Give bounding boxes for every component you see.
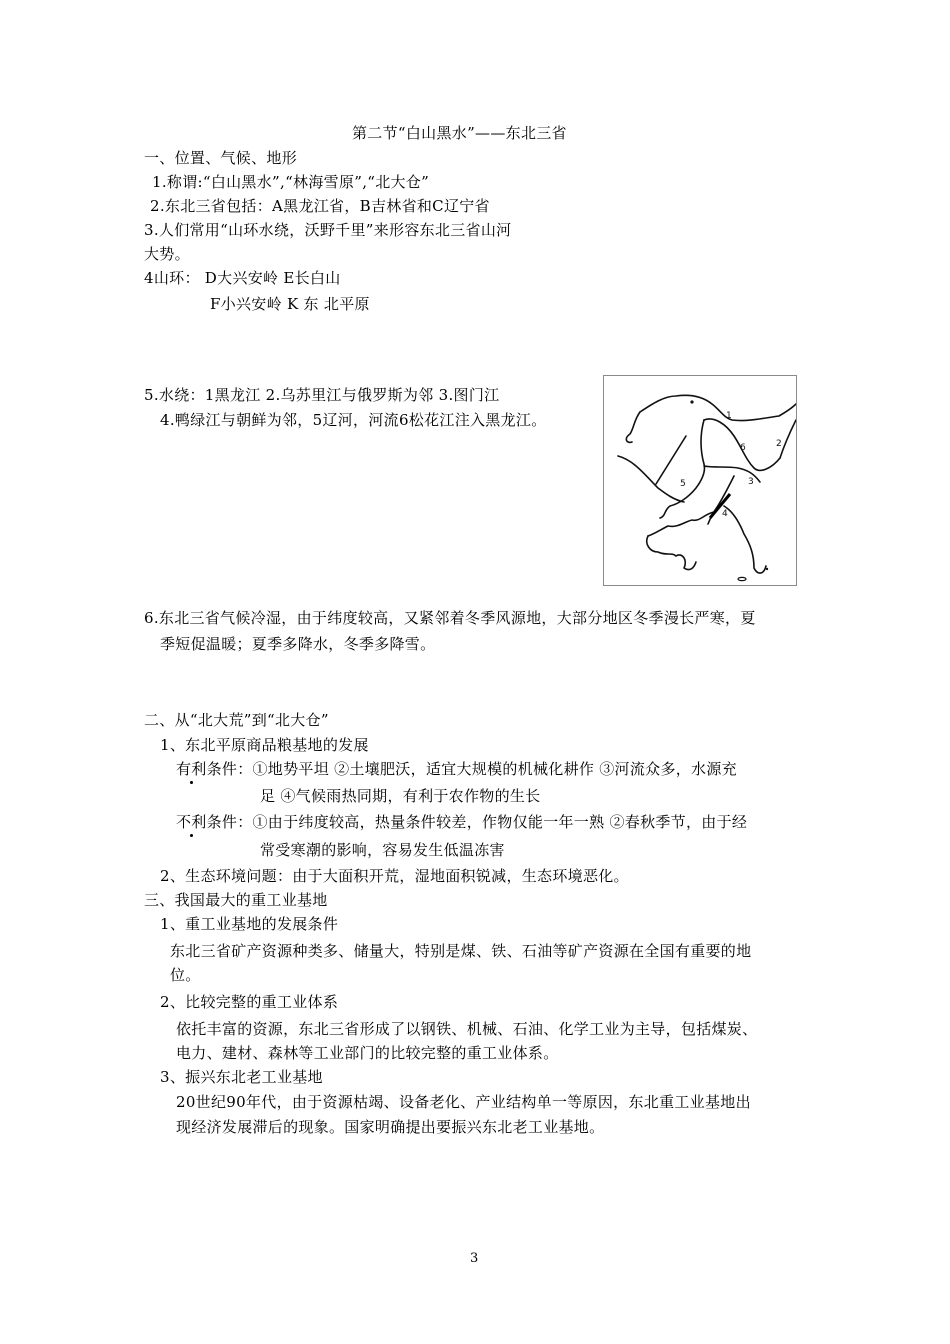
s1-line-4: 4山环： D大兴安岭 E长白山	[144, 269, 341, 287]
s1-line-3-cont: 大势。	[144, 245, 190, 263]
river-path	[660, 420, 705, 518]
map-label-2: 2	[776, 439, 782, 449]
rivers-map	[603, 375, 797, 586]
unfavorable-conditions-cont: 常受寒潮的影响，容易发生低温冻害	[260, 841, 505, 859]
map-label-6: 6	[740, 443, 746, 453]
s2-subheading-2: 2、生态环境问题：由于大面积开荒，湿地面积锐减，生态环境恶化。	[160, 867, 629, 885]
coast-path	[647, 536, 696, 570]
s3-subheading-3: 3、振兴东北老工业基地	[160, 1068, 323, 1086]
s3-paragraph-1: 东北三省矿产资源种类多、储量大，特别是煤、铁、石油等矿产资源在全国有重要的地	[170, 942, 752, 960]
s2-subheading-1: 1、东北平原商品粮基地的发展	[160, 736, 369, 754]
s1-line-5: 5.水绕：1黑龙江 2.乌苏里江与俄罗斯为邻 3.图门江	[144, 386, 500, 404]
s1-line-6-cont: 季短促温暖；夏季多降水，冬季多降雪。	[160, 635, 436, 653]
dot-marker	[690, 400, 693, 403]
dot-marker	[766, 568, 768, 570]
s3-paragraph-3: 20世纪90年代，由于资源枯竭、设备老化、产业结构单一等原因，东北重工业基地出	[176, 1093, 751, 1111]
s1-line-2: 2.东北三省包括：A黑龙江省，B吉林省和C辽宁省	[150, 197, 490, 215]
s1-line-6: 6.东北三省气候冷湿，由于纬度较高，又紧邻着冬季风源地，大部分地区冬季漫长严寒，夏	[144, 609, 756, 627]
s1-line-3: 3.人们常用“山环水绕，沃野千里”来形容东北三省山河	[144, 221, 512, 239]
s1-line-5-cont: 4.鸭绿江与朝鲜为邻，5辽河，河流6松花江注入黑龙江。	[160, 411, 547, 429]
map-label-4: 4	[722, 509, 728, 519]
section-3-heading: 三、我国最大的重工业基地	[144, 891, 328, 909]
rivers-map-figure	[604, 376, 796, 585]
favorable-conditions	[176, 759, 737, 779]
river-path	[626, 412, 640, 442]
s3-paragraph-2: 依托丰富的资源，东北三省形成了以钢铁、机械、石油、化学工业为主导，包括煤炭、	[176, 1020, 758, 1038]
s1-line-1: 1.称谓:“白山黑水”,“林海雪原”,“北大仓”	[152, 173, 430, 191]
favorable-label: 有利	[176, 760, 207, 778]
map-label-1: 1	[726, 411, 732, 421]
river-path	[780, 420, 796, 458]
unfavorable-label: 不利	[176, 813, 207, 831]
section-1-heading: 一、位置、气候、地形	[144, 149, 298, 167]
s3-subheading-1: 1、重工业基地的发展条件	[160, 915, 339, 933]
section-2-heading: 二、从“北大荒”到“北大仓”	[144, 711, 329, 729]
s3-paragraph-2-cont: 电力、建材、森林等工业部门的比较完整的重工业体系。	[176, 1044, 559, 1062]
s1-line-4-cont: F小兴安岭 K 东 北平原	[210, 295, 370, 313]
favorable-conditions-cont: 足 ④气候雨热同期，有利于农作物的生长	[260, 787, 541, 805]
river-path	[618, 456, 684, 502]
map-label-5: 5	[680, 479, 686, 489]
map-label-3: 3	[748, 477, 754, 487]
river-path	[640, 395, 796, 420]
unfavorable-conditions	[176, 812, 747, 832]
s3-paragraph-1-cont: 位。	[170, 966, 201, 984]
s3-subheading-2: 2、比较完整的重工业体系	[160, 993, 339, 1011]
island	[738, 577, 746, 580]
unfavorable-text: 条件：①由于纬度较高，热量条件较差，作物仅能一年一熟 ②春秋季节，由于经	[206, 813, 748, 831]
coast-path	[724, 506, 766, 573]
favorable-text: 条件：①地势平坦 ②土壤肥沃，适宜大规模的机械化耕作 ③河流众多，水源充	[206, 760, 737, 778]
river-path	[656, 436, 686, 484]
s3-paragraph-3-cont: 现经济发展滞后的现象。国家明确提出要振兴东北老工业基地。	[176, 1118, 605, 1136]
page-title: 第二节“白山黑水”——东北三省	[352, 124, 567, 142]
page-number: 3	[470, 1251, 479, 1266]
coast-path	[648, 512, 714, 536]
